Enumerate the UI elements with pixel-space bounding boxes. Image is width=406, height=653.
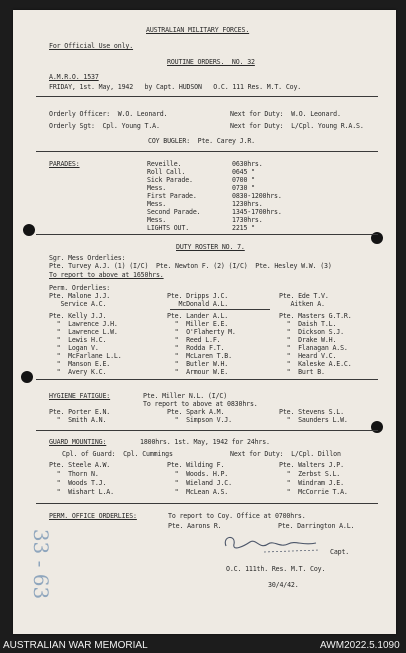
duty-roster-entry: " Kaleske A.E.C. [279, 360, 352, 368]
parade-name: First Parade. [147, 192, 197, 200]
parade-name: Mess. [147, 184, 167, 192]
guard-cpl: Cpl. of Guard: Cpl. Cummings [62, 450, 173, 458]
perm-office-darrington: Pte. Darrington A.L. [278, 522, 355, 530]
hygiene-entry: " Smith A.N. [49, 416, 107, 424]
official-use-note: For Official Use only. [49, 42, 134, 50]
hygiene-entry: Pte. Porter E.N. [49, 408, 111, 416]
parade-time: 1730hrs. [232, 216, 263, 224]
parade-time: 2215 " [232, 224, 255, 232]
duty-roster-entry: " Armour W.E. [167, 368, 229, 376]
guard-entry: Pte. Wilding F. [167, 461, 225, 469]
duty-roster-entry: Pte. Lander A.L. [167, 312, 229, 320]
orderly-sgt: Orderly Sgt: Cpl. Young T.A. [49, 122, 160, 130]
punch-hole-bottom-right [371, 421, 383, 433]
parade-time: 0730 " [232, 184, 255, 192]
guard-entry: Pte. Walters J.P. [279, 461, 344, 469]
sgr-report-time: To report to above at 1650hrs. [49, 271, 164, 279]
duty-roster-entry: " Miller E.E. [167, 320, 229, 328]
guard-time: 1800hrs. 1st. May, 1942 for 24hrs. [140, 438, 270, 446]
handwritten-annotation: 33 - 63 [29, 528, 54, 600]
hygiene-entry: Pte. Stevens S.L. [279, 408, 344, 416]
perm-orderly-entry: Aitken A. [279, 300, 325, 308]
duty-roster-entry: " Rodda F.T. [167, 344, 225, 352]
amro-reference: A.M.R.O. 1537 [49, 73, 99, 81]
footer-accession: AWM2022.5.1090 [320, 640, 400, 651]
perm-office-report: To report to Coy. Office at 0700hrs. [168, 512, 306, 520]
signature-capt: Capt. [330, 548, 350, 556]
hygiene-entry: " Simpson V.J. [167, 416, 232, 424]
coy-bugler: COY BUGLER: Pte. Carey J.R. [148, 137, 255, 145]
guard-mounting-heading: GUARD MOUNTING: [49, 438, 107, 446]
punch-hole-top-left [23, 224, 35, 236]
duty-roster-entry: " Burt B. [279, 368, 325, 376]
hygiene-report: To report to above at 0830hrs. [143, 400, 258, 408]
duty-roster-entry: " Drake W.H. [279, 336, 337, 344]
routine-orders-heading: ROUTINE ORDERS. NO. 32 [167, 58, 255, 66]
guard-entry: " Windram J.E. [279, 479, 344, 487]
guard-entry: Pte. Steele A.W. [49, 461, 111, 469]
duty-roster-entry: " Daish T.L. [279, 320, 337, 328]
parade-time: 0630hrs. [232, 160, 263, 168]
perm-orderly-entry: Service A.C. [49, 300, 107, 308]
perm-office-aarons: Pte. Aarons R. [168, 522, 222, 530]
guard-entry: " McLean A.S. [167, 488, 229, 496]
parade-time: 1230hrs. [232, 200, 263, 208]
parade-time: 0700 " [232, 176, 255, 184]
document-title: AUSTRALIAN MILITARY FORCES. [146, 26, 250, 34]
duty-roster-entry: " McFarlane L.L. [49, 352, 122, 360]
orderly-officer: Orderly Officer: W.O. Leonard. [49, 110, 168, 118]
duty-roster-entry: " Dickson S.J. [279, 328, 344, 336]
parade-name: LIGHTS OUT. [147, 224, 190, 232]
duty-roster-entry: Pte. Kelly J.J. [49, 312, 107, 320]
duty-roster-entry: Pte. Masters G.T.R. [279, 312, 352, 320]
parade-time: 1345-1700hrs. [232, 208, 282, 216]
duty-roster-heading: DUTY ROSTER NO. 7. [176, 243, 245, 251]
duty-roster-entry: " Lawrence L.W. [49, 328, 118, 336]
hygiene-entry: " Saunders L.W. [279, 416, 348, 424]
duty-roster-entry: " Lawrence J.H. [49, 320, 118, 328]
parade-name: Second Parade. [147, 208, 201, 216]
parade-name: Mess. [147, 200, 167, 208]
sgr-mess-line: Pte. Turvey A.J. (1) (I/C) Pte. Newton F. (2) (I/C) Pte. Hesley W.W. (3) [49, 262, 332, 270]
orderly-officer-next: Next for Duty: W.O. Leonard. [230, 110, 341, 118]
punch-hole-bottom-left [21, 371, 33, 383]
parade-name: Reveille. [147, 160, 182, 168]
duty-roster-entry: " Heard V.C. [279, 352, 337, 360]
perm-orderly-entry: McDonald A.L. [167, 300, 229, 308]
sgr-mess-orderlies: Sgr. Mess Orderlies: [49, 254, 126, 262]
signature-scribble [220, 532, 330, 556]
guard-entry: " Wishart L.A. [49, 488, 114, 496]
duty-roster-entry: " Butler W.H. [167, 360, 229, 368]
date-line: FRIDAY, 1st. May, 1942 by Capt. HUDSON O.C. 111 Res. M.T. Coy. [49, 83, 302, 91]
parade-name: Sick Parade. [147, 176, 193, 184]
parades-heading: PARADES: [49, 160, 80, 168]
perm-orderly-entry: Pte. Dripps J.C. [167, 292, 229, 300]
duty-roster-entry: " Flanagan A.S. [279, 344, 348, 352]
duty-roster-entry: " Lewis H.C. [49, 336, 107, 344]
guard-entry: " McCorrie T.A. [279, 488, 348, 496]
parade-time: 0645 " [232, 168, 255, 176]
signature-oc: O.C. 111th. Res. M.T. Coy. [226, 565, 326, 573]
hygiene-entry: Pte. Spark A.M. [167, 408, 225, 416]
guard-entry: " Woods T.J. [49, 479, 107, 487]
guard-entry: " Wieland J.C. [167, 479, 232, 487]
duty-roster-entry: " O'Flaherty M. [167, 328, 236, 336]
guard-entry: " Zerbst S.L. [279, 470, 341, 478]
hygiene-ic: Pte. Miller N.L. (I/C) [143, 392, 228, 400]
duty-roster-entry: " Manson E.E. [49, 360, 111, 368]
guard-entry: " Woods. H.P. [167, 470, 229, 478]
duty-roster-entry: " McLaren T.B. [167, 352, 232, 360]
perm-orderly-entry: Pte. Ede T.V. [279, 292, 329, 300]
perm-orderlies-label: Perm. Orderlies: [49, 284, 111, 292]
parade-time: 0830-1200hrs. [232, 192, 282, 200]
perm-orderly-entry: Pte. Malone J.J. [49, 292, 111, 300]
duty-roster-entry: " Avery K.C. [49, 368, 107, 376]
guard-cpl-next: Next for Duty: L/Cpl. Dillon [230, 450, 341, 458]
parade-name: Mess. [147, 216, 167, 224]
duty-roster-entry: " Logan V. [49, 344, 99, 352]
perm-office-heading: PERM. OFFICE ORDERLIES: [49, 512, 137, 520]
footer-source: AUSTRALIAN WAR MEMORIAL [3, 640, 148, 651]
orderly-sgt-next: Next for Duty: L/Cpl. Young R.A.S. [230, 122, 364, 130]
parade-name: Roll Call. [147, 168, 186, 176]
hygiene-fatigue-heading: HYGIENE FATIGUE: [49, 392, 111, 400]
guard-entry: " Thorn N. [49, 470, 99, 478]
signature-date: 30/4/42. [268, 581, 299, 589]
duty-roster-entry: " Reed L.F. [167, 336, 221, 344]
